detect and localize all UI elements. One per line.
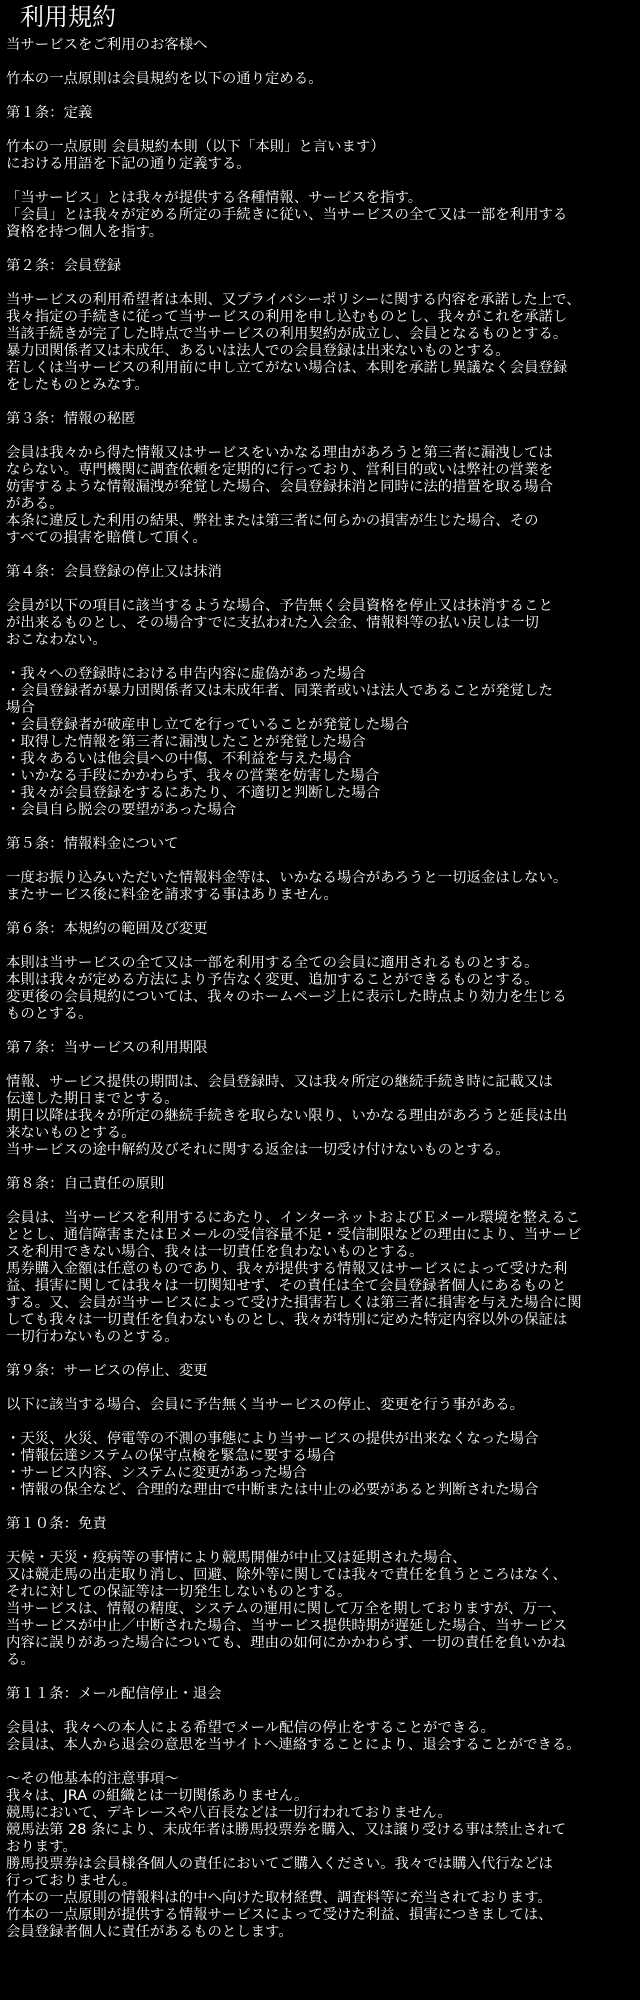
paragraph: 当サービスの利用希望者は本則、又プライバシーポリシーに関する内容を承諾した上で、 我々指定の手続きに従って当サービスの利用を申し込むものとし、我々がこれを承諾し 当該手続きが完了した時点で当サービスの利用契約が成立し、会員となるものとする。 暴力団関係者又は未成年、あるいは法人での会員登録は出来ないものとする。 若しくは当サービスの利用前に申し立てがない場合は、本則を承諾し異議なく会員登録 をしたものとみなす。 (6, 292, 581, 393)
paragraph: 当サービスをご利用のお客様へ (6, 37, 208, 53)
section-heading: 第９条：サービスの停止、変更 (6, 1363, 208, 1379)
section-heading: 第５条：情報料金について (6, 836, 179, 852)
section-heading: 第８条：自己責任の原則 (6, 1176, 165, 1192)
paragraph: 「当サービス」とは我々が提供する各種情報、サービスを指す。 「会員」とは我々が定める所定の手続きに従い、当サービスの全て又は一部を利用する 資格を持つ個人を指す。 (6, 190, 568, 240)
paragraph: 一度お振り込みいただいた情報料金等は、いかなる場合があろうと一切返金はしない。 またサービス後に料金を請求する事はありません。 (6, 870, 568, 903)
paragraph: ・我々への登録時における申告内容に虚偽があった場合 ・会員登録者が暴力団関係者又は未成年者、同業者或いは法人であることが発覚した 場合 ・会員登録者が破産申し立てを行っていることが発覚した場合 ・取得した情報を第三者に漏洩したことが発覚した場合 ・我々あるいは他会員への中傷、不利益を与えた場合 ・いかなる手段にかかわらず、我々の営業を妨害した場合 ・我々が会員登録をするにあたり、不適切と判断した場合 ・会員自ら脱会の要望があった場合 (6, 666, 553, 818)
section-heading: 第２条：会員登録 (6, 258, 122, 274)
section-heading: 第７条：当サービスの利用期限 (6, 1040, 208, 1056)
paragraph: ・天災、火災、停電等の不測の事態により当サービスの提供が出来なくなった場合 ・情報伝達システムの保守点検を緊急に要する場合 ・サービス内容、システムに変更があった場合 ・情報の保全など、合理的な理由で中断または中止の必要があると判断された場合 (6, 1431, 539, 1498)
terms-body (6, 37, 634, 1941)
paragraph: 竹本の一点原則 会員規約本則（以下「本則」と言います） における用語を下記の通り定義する。 (6, 139, 385, 172)
paragraph: 天候・天災・疫病等の事情により競馬開催が中止又は延期された場合、 又は競走馬の出走取り消し、回避、除外等に関しては我々で責任を負うところはなく、 それに対しての保証等は一切発生しないものとする。 当サービスは、情報の精度、システムの運用に関して万全を期しておりますが、万一、 当サービスが中止／中断された場合、当サービス提供時期が遅延した場合、当サービス 内容に誤りがあった場合についても、理由の如何にかかわらず、一切の責任を負いかね る。 (6, 1550, 568, 1668)
section-heading: 第４条：会員登録の停止又は抹消 (6, 564, 222, 580)
paragraph: ～その他基本的注意事項～ 我々は、JRA の組織とは一切関係ありません。 競馬において、デキレースや八百長などは一切行われておりません。 競馬法第 28 条により、未成年者は勝馬投票券を購入、又は譲り受ける事は禁止されて おります。 勝馬投票券は会員様各個人の責任においてご購入ください。我々では購入代行などは 行っておりません。 竹本の一点原則の情報料は的中へ向けた取材経費、調査料等に充当されております。 竹本の一点原則が提供する情報サービスによって受けた利益、損害につきましては、 会員登録者個人に責任があるものとします。 (6, 1771, 566, 1940)
section-heading: 第３条：情報の秘匿 (6, 411, 136, 427)
page-title: 利用規約 (20, 3, 116, 31)
section-heading: 第１１条：メール配信停止・退会 (6, 1686, 222, 1702)
paragraph: 会員が以下の項目に該当するような場合、予告無く会員資格を停止又は抹消すること が出来るものとし、その場合すでに支払われた入会金、情報料等の払い戻しは一切 おこなわない。 (6, 598, 553, 648)
section-heading: 第１条：定義 (6, 105, 93, 121)
paragraph: 会員は、我々への本人による希望でメール配信の停止をすることができる。 会員は、本人から退会の意思を当サイトへ連絡することにより、退会することができる。 (6, 1720, 581, 1753)
paragraph: 会員は我々から得た情報又はサービスをいかなる理由があろうと第三者に漏洩しては ならない。専門機関に調査依頼を定期的に行っており、営利目的或いは弊社の営業を 妨害するような情報漏洩が発覚した場合、会員登録抹消と同時に法的措置を取る場合 がある。 本条に違反した利用の結果、弊社または第三者に何らかの損害が生じた場合、その すべての損害を賠償して頂く。 (6, 445, 553, 546)
paragraph: 本則は当サービスの全て又は一部を利用する全ての会員に適用されるものとする。 本則は我々が定める方法により予告なく変更、追加することができるものとする。 変更後の会員規約については、我々のホームページ上に表示した時点より効力を生じる ものとする。 (6, 955, 567, 1022)
section-heading: 第１０条：免責 (6, 1516, 107, 1532)
paragraph: 会員は、当サービスを利用するにあたり、インターネットおよびＥメール環境を整えるこ ととし、通信障害またはＥメールの受信容量不足・受信制限などの理由により、当サービ スを利用できない場合、我々は一切責任を負わないものとする。 馬券購入金額は任意のものであり、我々が提供する情報又はサービスによって受けた利 益、損害に関しては我々は一切関知せず、その責任は全て会員登録者個人にあるものと する。又、会員が当サービスによって受けた損害若しくは第三者に損害を与えた場合に関 しても我々は一切責任を負わないものとし、我々が特別に定めた特定内容以外の保証は 一切行わないものとする。 (6, 1210, 582, 1345)
paragraph: 情報、サービス提供の期間は、会員登録時、又は我々所定の継続手続き時に記載又は 伝達した期日までとする。 期日以降は我々が所定の継続手続きを取らない限り、いかなる理由があろうと延長は出 来ないものとする。 当サービスの途中解約及びそれに関する返金は一切受け付けないものとする。 (6, 1074, 568, 1158)
paragraph: 以下に該当する場合、会員に予告無く当サービスの停止、変更を行う事がある。 (6, 1397, 525, 1413)
paragraph: 竹本の一点原則は会員規約を以下の通り定める。 (6, 71, 323, 87)
section-heading: 第６条：本規約の範囲及び変更 (6, 921, 208, 937)
